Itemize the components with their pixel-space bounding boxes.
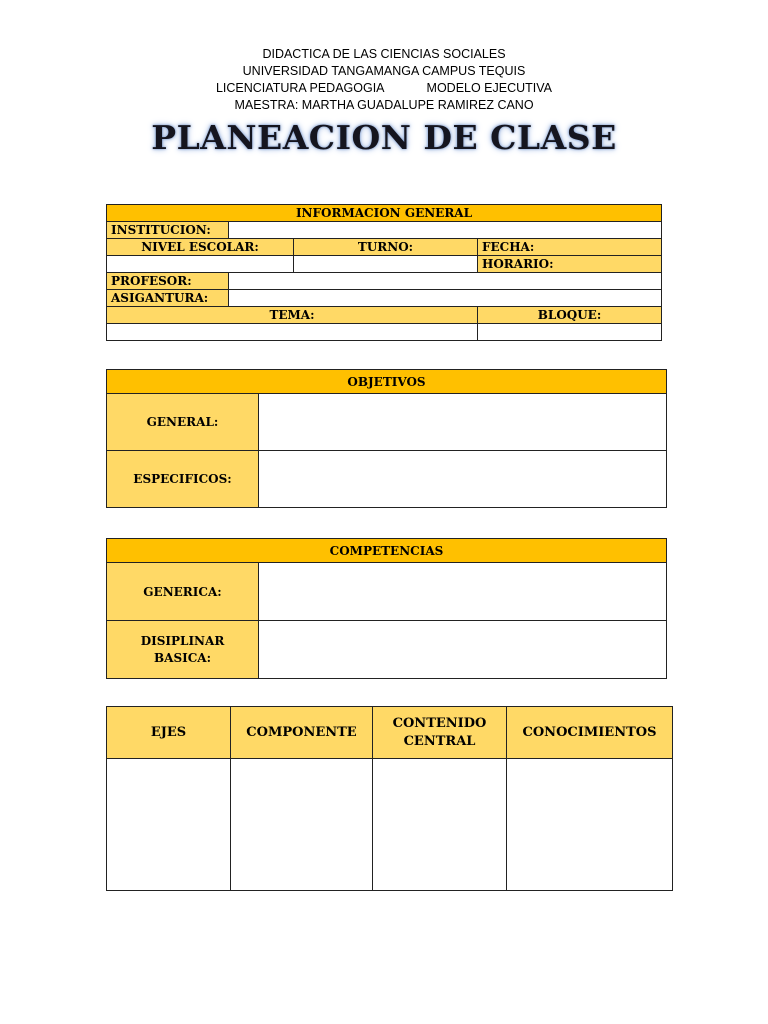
page-title: PLANEACION DE CLASE [151,118,617,157]
school-level-label: NIVEL ESCOLAR: [107,239,294,256]
disciplinary-competency-label: DISIPLINAR BASICA: [107,621,259,679]
component-cell[interactable] [231,759,373,891]
institution-label: INSTITUCION: [107,222,229,239]
subject-field[interactable] [229,290,662,307]
header-model: MODELO EJECUTIVA [426,81,553,95]
institution-field[interactable] [229,222,662,239]
axes-header: EJES [107,707,231,759]
central-content-header: CONTENIDO CENTRAL [373,707,507,759]
generic-competency-field[interactable] [259,563,667,621]
header-line-3 [0,80,768,97]
block-label: BLOQUE: [478,307,662,324]
shift-label: TURNO: [294,239,478,256]
schedule-label: HORARIO: [478,256,662,273]
general-info-heading: INFORMACION GENERAL [107,205,662,222]
header-line-4: MAESTRA: MARTHA GUADALUPE RAMIREZ CANO [234,98,534,112]
topic-label: TEMA: [107,307,478,324]
competencies-table [106,538,667,679]
component-header: COMPONENTE [231,707,373,759]
axes-table [106,706,673,891]
knowledge-cell[interactable] [507,759,673,891]
header-line-1: DIDACTICA DE LAS CIENCIAS SOCIALES [262,47,506,61]
objectives-heading: OBJETIVOS [107,370,667,394]
knowledge-header: CONOCIMIENTOS [507,707,673,759]
competencies-heading: COMPETENCIAS [107,539,667,563]
header-degree: LICENCIATURA PEDAGOGIA [215,81,385,95]
general-objective-label: GENERAL: [107,394,259,451]
teacher-field[interactable] [229,273,662,290]
topic-field[interactable] [107,324,478,341]
axes-cell[interactable] [107,759,231,891]
specific-objectives-field[interactable] [259,451,667,508]
specific-objectives-label: ESPECIFICOS: [107,451,259,508]
school-level-field[interactable] [107,256,294,273]
subject-label: ASIGANTURA: [107,290,229,307]
central-content-cell[interactable] [373,759,507,891]
teacher-label: PROFESOR: [107,273,229,290]
block-field[interactable] [478,324,662,341]
general-objective-field[interactable] [259,394,667,451]
disciplinary-competency-field[interactable] [259,621,667,679]
objectives-table [106,369,667,508]
header-line-2: UNIVERSIDAD TANGAMANGA CAMPUS TEQUIS [242,64,526,78]
generic-competency-label: GENERICA: [107,563,259,621]
date-label: FECHA: [478,239,662,256]
shift-field[interactable] [294,256,478,273]
general-info-table [106,204,662,341]
